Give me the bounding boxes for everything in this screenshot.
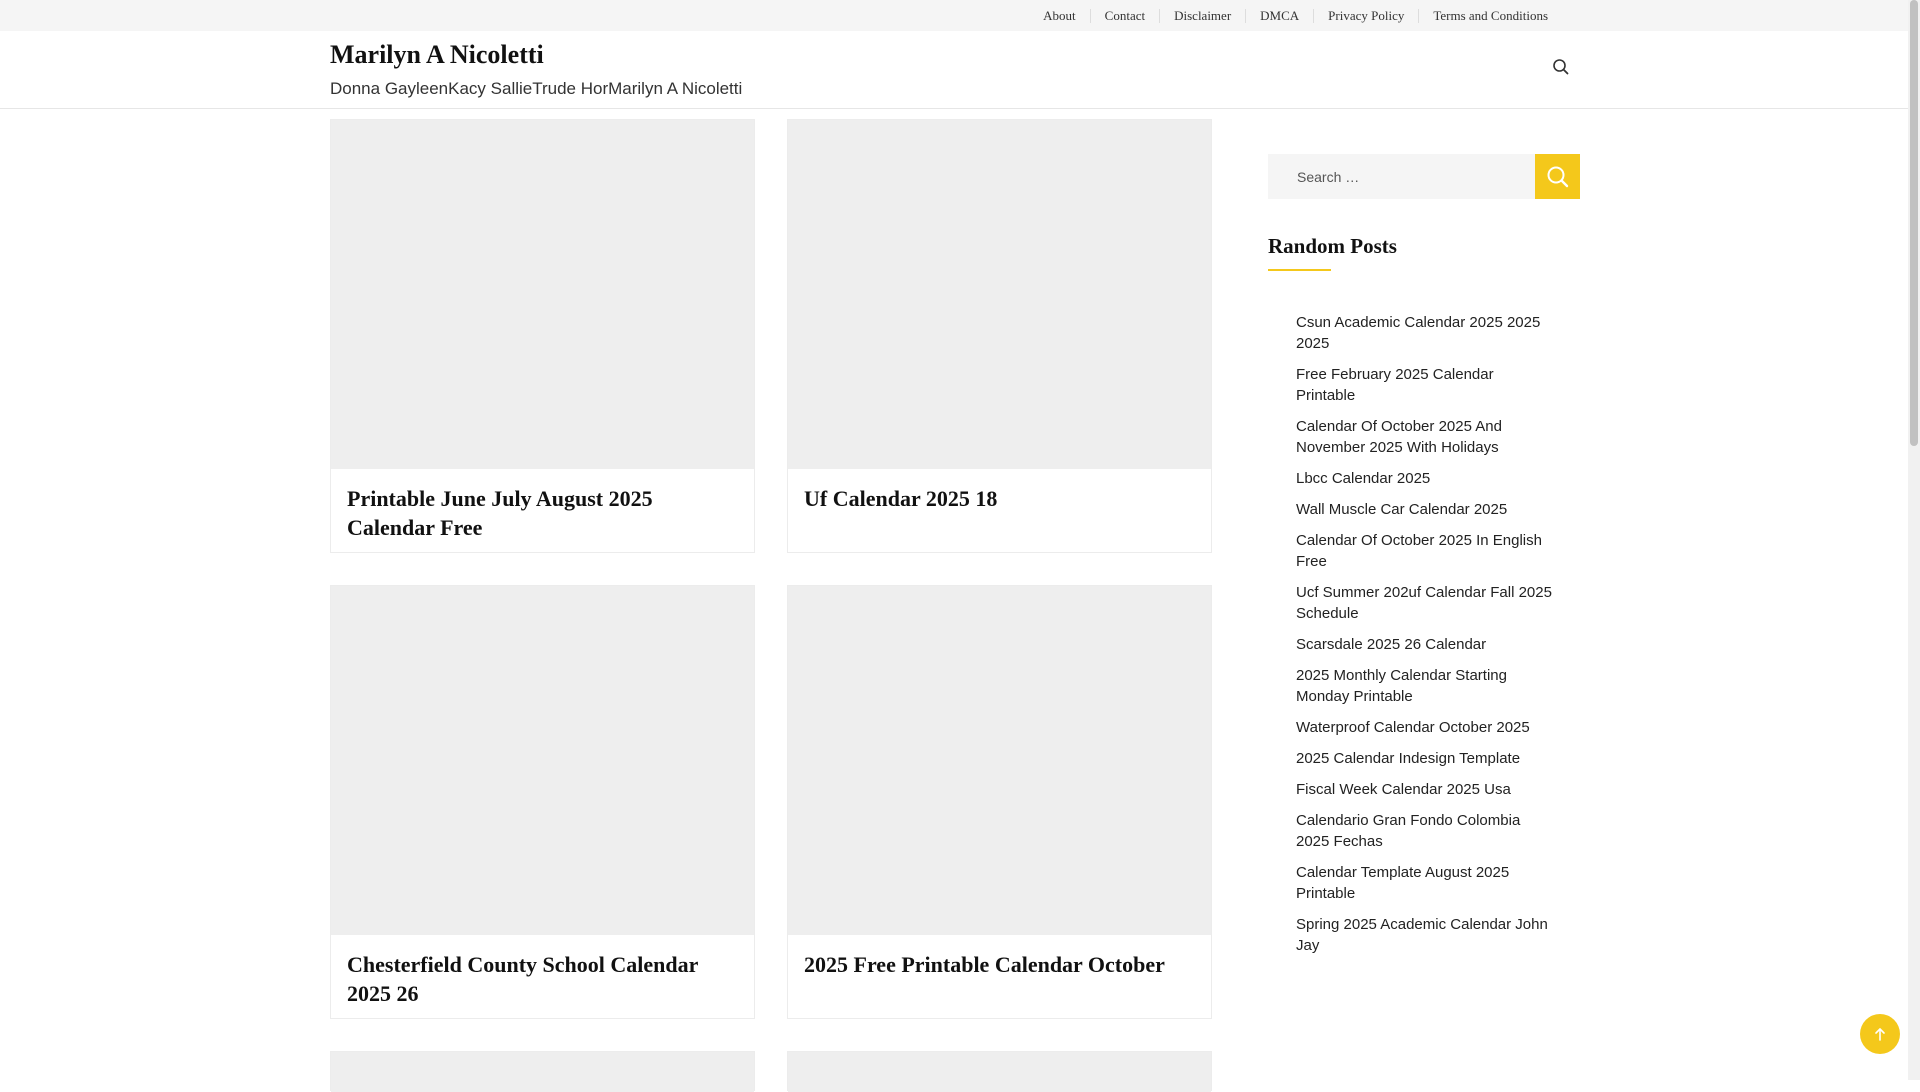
page-scrollbar[interactable] — [1908, 0, 1920, 1080]
post-card[interactable] — [330, 585, 755, 1019]
list-item — [1296, 530, 1552, 572]
list-item — [1296, 810, 1552, 852]
post-card[interactable] — [330, 1051, 755, 1091]
random-post-link[interactable]: Waterproof Calendar October 2025 — [1296, 719, 1530, 736]
list-item — [1296, 364, 1552, 406]
list-item — [1296, 779, 1552, 800]
random-post-link[interactable]: 2025 Monthly Calendar Starting Monday Printable — [1296, 667, 1507, 705]
random-post-link[interactable]: Calendario Gran Fondo Colombia 2025 Fechas — [1296, 812, 1521, 850]
sidebar-search-form — [1268, 154, 1580, 199]
post-thumbnail[interactable] — [331, 586, 754, 935]
random-post-link[interactable]: Calendar Of October 2025 In English Free — [1296, 532, 1542, 570]
arrow-up-icon — [1872, 1026, 1888, 1042]
list-item — [1296, 717, 1552, 738]
back-to-top-button[interactable] — [1860, 1014, 1900, 1054]
random-posts-heading: Random Posts — [1268, 234, 1397, 258]
random-post-link[interactable]: Calendar Of October 2025 And November 2025 With Holidays — [1296, 418, 1502, 456]
random-post-link[interactable]: Fiscal Week Calendar 2025 Usa — [1296, 781, 1511, 798]
search-icon — [1545, 164, 1571, 190]
nav-link-terms[interactable]: Terms and Conditions — [1418, 9, 1562, 23]
random-post-link[interactable]: Csun Academic Calendar 2025 2025 2025 — [1296, 314, 1541, 352]
list-item — [1296, 862, 1552, 904]
post-thumbnail[interactable] — [331, 1052, 754, 1092]
scrollbar-thumb[interactable] — [1910, 0, 1918, 446]
post-thumbnail[interactable] — [788, 586, 1211, 935]
search-icon[interactable] — [1551, 57, 1571, 77]
post-title[interactable]: 2025 Free Printable Calendar October — [804, 952, 1165, 977]
post-card[interactable] — [787, 585, 1212, 1019]
random-post-link[interactable]: Spring 2025 Academic Calendar John Jay — [1296, 916, 1548, 954]
post-card[interactable] — [330, 119, 755, 553]
list-item — [1296, 468, 1552, 489]
random-post-link[interactable]: 2025 Calendar Indesign Template — [1296, 750, 1521, 767]
post-title[interactable]: Uf Calendar 2025 18 — [804, 486, 998, 511]
list-item — [1296, 665, 1552, 707]
post-thumbnail[interactable] — [331, 120, 754, 469]
random-post-link[interactable]: Lbcc Calendar 2025 — [1296, 470, 1431, 487]
nav-link-disclaimer[interactable]: Disclaimer — [1159, 9, 1245, 23]
post-card[interactable] — [787, 1051, 1212, 1091]
list-item — [1296, 499, 1552, 520]
nav-link-dmca[interactable]: DMCA — [1245, 9, 1313, 23]
list-item — [1296, 748, 1552, 769]
post-title[interactable]: Printable June July August 2025 Calendar Free — [347, 486, 653, 540]
list-item — [1296, 914, 1552, 956]
site-title[interactable]: Marilyn A Nicoletti — [330, 40, 544, 69]
top-navigation — [1029, 0, 1562, 31]
random-post-link[interactable]: Ucf Summer 202uf Calendar Fall 2025 Schedule — [1296, 584, 1552, 622]
nav-link-about[interactable]: About — [1043, 7, 1076, 23]
search-input[interactable] — [1268, 154, 1535, 199]
site-header — [0, 31, 1908, 109]
post-title[interactable]: Chesterfield County School Calendar 2025 26 — [347, 952, 698, 1006]
nav-link-contact[interactable]: Contact — [1090, 9, 1159, 23]
post-thumbnail[interactable] — [788, 1052, 1211, 1092]
list-item — [1296, 634, 1552, 655]
list-item — [1296, 416, 1552, 458]
search-button[interactable] — [1535, 154, 1580, 199]
post-card[interactable] — [787, 119, 1212, 553]
random-post-link[interactable]: Scarsdale 2025 26 Calendar — [1296, 636, 1487, 653]
site-description: Donna GayleenKacy SallieTrude HorMarilyn A Nicoletti — [330, 79, 743, 98]
nav-link-privacy-policy[interactable]: Privacy Policy — [1313, 9, 1418, 23]
heading-underline — [1268, 269, 1331, 271]
random-posts-list — [1296, 312, 1552, 966]
list-item — [1296, 312, 1552, 354]
top-bar — [0, 0, 1908, 31]
random-post-link[interactable]: Calendar Template August 2025 Printable — [1296, 864, 1510, 902]
random-post-link[interactable]: Wall Muscle Car Calendar 2025 — [1296, 501, 1508, 518]
post-thumbnail[interactable] — [788, 120, 1211, 469]
random-post-link[interactable]: Free February 2025 Calendar Printable — [1296, 366, 1494, 404]
list-item — [1296, 582, 1552, 624]
